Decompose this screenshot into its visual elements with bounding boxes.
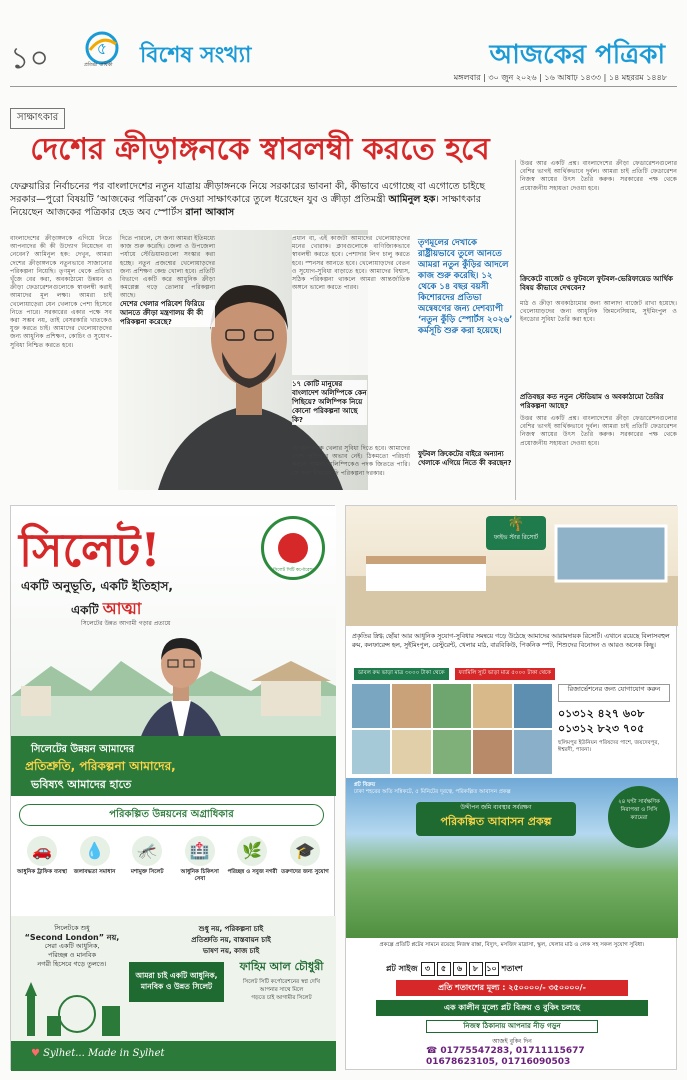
- phone-1: ০১৩১২ ৪২৭ ৬০৮: [558, 707, 645, 720]
- plot-description: প্লট বিক্রয় ঢাকা শহরের অতি সন্নিকটে, ৫ মিনিটের দূরত্বে, পরিকল্পিত আবাসন প্রকল্প: [354, 782, 511, 795]
- question-5: প্রতিবছর কত নতুন স্টেডিয়াম ও অবকাঠামো তৈরির পরিকল্পনা আছে?: [520, 393, 664, 410]
- section-tag: সাক্ষাৎকার: [10, 108, 65, 129]
- dateline: মঙ্গলবার | ৩০ জুন ২০২৬ | ১৬ আষাঢ় ১৪৩৩ | ১৪ মহররম ১৪৪৮: [453, 73, 667, 82]
- article-column-5: উত্তর আর একটি প্রশ্ন। বাংলাদেশের ক্রীড়া ফেডারেশনগুলোর বেশির ভাগই আর্থিকভাবে দুর্বল। আমরা চাই প্রতিটি ফেডারেশন নিজস্ব আয়ের উৎস তৈরি করুক। সরকারের পক্ষ থেকে প্রয়োজনীয় সহায়তা দেওয়া হবে।: [520, 160, 677, 192]
- phone-icon: ☎: [426, 1046, 438, 1056]
- plot-size-box: ১০: [485, 962, 499, 976]
- priority-item: [280, 836, 330, 911]
- resort-address: ছলিমপুর ইউনিয়ন পরিষদের পাশে, জয়দেবপুর, ঈশ্বরদী, পাবনা।: [558, 740, 660, 753]
- phone-line-1: ☎ 01775547283, 01711115677: [426, 1046, 585, 1056]
- slogan-top: শুধু নয়, পরিকল্পনা চাই প্রতিশ্রুতি নয়, বাস্তবায়ন চাই ভাষণ নয়, কাজ চাই: [191, 925, 271, 955]
- plot-size-box: ৬: [453, 962, 467, 976]
- ad-subtitle-accent: আত্মা: [102, 599, 142, 618]
- promise-line-1: সিলেটের উন্নয়ন আমাদের: [31, 744, 135, 755]
- question-3: ফুটবল ক্রিকেটের বাইরে অন্যান্য খেলাকে এগিয়ে নিতে কী করছেন?: [418, 450, 512, 467]
- intro-mid: । সাক্ষাৎকার নিয়েছেন আজকের পত্রিকার হেড অব স্পোর্টস: [10, 194, 481, 218]
- company-call: আজই বুকিং দিন: [492, 1038, 532, 1045]
- phone-2: ০১৩১২ ৮২৩ ৭০৫: [558, 722, 645, 735]
- heart-icon: ♥: [31, 1048, 40, 1059]
- article-column-4: যে আপনাকে খেলার সুবিধা দিতে হবে। আমাদের দেশে প্রতিভার অভাব নেই। ঠিকমতো পরিচর্যা করলে আমরা অলিম্পিকেও পদক জিততে পারি। সে জন্য দীর্ঘমেয়াদি পরিকল্পনা দরকার।: [292, 445, 410, 477]
- priority-item: [227, 836, 277, 911]
- candidate-name: ফাহিম আল চৌধুরী: [239, 960, 324, 973]
- plot-size-list: [421, 962, 499, 976]
- priority-item: [70, 836, 120, 911]
- interviewer-name: রানা আব্বাস: [185, 207, 235, 218]
- plot-size-box: ৮: [469, 962, 483, 976]
- priority-label: মশামুক্ত সিলেট: [130, 869, 164, 875]
- plot-size-box: ৩: [421, 962, 435, 976]
- priority-item: [122, 836, 172, 911]
- graduation-cap-icon: 🎓: [290, 836, 320, 866]
- priority-label: পরিচ্ছন্ন ও সবুজ নগরী: [227, 869, 278, 875]
- question-1: দেশের খেলার পরিবেশ ফিরিয়ে আনতে ক্রীড়া মন্ত্রণালয় কী কী পরিকল্পনা করেছে?: [120, 300, 215, 327]
- intro-text: ফেব্রুয়ারির নির্বাচনের পর বাংলাদেশের নতুন যাত্রায় ক্রীড়াঙ্গনকে নিয়ে সরকারের ভাবনা কী, কীভাবে এগোচ্ছে বা এগোতে চাইছে সরকার—পুরো বিষয়টি ‘আজকের পত্রিকা’কে দেওয়া সাক্ষাৎকারে তুলে ধরেছেন যুব ও ক্রীড়া প্রতিমন্ত্রী: [10, 181, 485, 205]
- article-headline: দেশের ক্রীড়াঙ্গনকে স্বাবলম্বী করতে হবে: [30, 132, 490, 167]
- booking-label: রিজার্ভেশনের জন্য যোগাযোগ করুন: [558, 684, 670, 702]
- london-skyline-icon: [17, 976, 127, 1036]
- price-tag-2: ফ্যামিলি স্যুট ভাড়া মাত্র ৫০০০ টাকা থেকে: [455, 668, 555, 680]
- question-4: ক্রিকেটে বাজেট ও ফুটবলে ফুটবল-ভেরিফায়েড আর্থিক বিষয় কীভাবে দেখবেন?: [520, 275, 673, 292]
- article-column-6: মাঠ ও ক্রীড়া অবকাঠামোর জন্য আলাদা বাজেট রাখা হয়েছে। খেলোয়াড়দের জন্য আধুনিক জিমনেসিয়াম, সুইমিংপুল ও ইনডোর সুবিধা তৈরি করা হবে।: [520, 300, 677, 324]
- slogan-main: আমরা চাই একটি আধুনিক, মানবিক ও উন্নত সিলেট: [129, 962, 224, 1002]
- plot-price: প্রতি শতাংশের মূল্য : ২৫০০০০/- ৩৫০০০০/-: [396, 980, 628, 996]
- logo-number: ৫: [96, 39, 108, 58]
- car-icon: 🚗: [27, 836, 57, 866]
- sylhet-campaign-ad[interactable]: [10, 505, 335, 1070]
- article-column-1: বাংলাদেশের ক্রীড়াঙ্গনকে এগিয়ে নিতে আপনাদের কী কী উদ্যোগ নিয়েছেন বা নেবেন? আমিনুল হক: দেখুন, আমরা দেশের ক্রীড়াঙ্গনকে নতুনভাবে সাজানোর পরিকল্পনা নিয়েছি। তৃণমূল থেকে প্রতিভা খুঁজে বের করা, অবকাঠামো উন্নয়ন ও ক্রীড়া ফেডারেশনগুলোকে স্বাবলম্বী করাই আমাদের মূল লক্ষ্য। আমরা চাই খেলোয়াড়েরা যেন খেলাকে পেশা হিসেবে নিতে পারে। সরকারের একার পক্ষে সব করা সম্ভব নয়, তাই বেসরকারি খাতকেও যুক্ত করতে চাই। আমাদের খেলোয়াড়দের জন্য আধুনিক প্রশিক্ষণ, কোচিং ও সুযোগ-সুবিধা নিশ্চিত করতে হবে।: [10, 235, 112, 349]
- plot-sizes: প্লট সাইজ ৩ ৫ ৬ ৮ ১০ শতাংশ: [386, 962, 523, 976]
- second-london-text: সিলেটকে শুধু “Second London” নয়, সেরা একটি আধুনিক, পরিচ্ছন্ন ও মানবিক নগরী হিসেবে গড়ে তুলতে।: [24, 924, 120, 968]
- ad-footer: ♥ Sylhet... Made in Sylhet: [31, 1048, 165, 1059]
- candidate-description: সিলেট সিটি কর্পোরেশনের স্বপ্ন দেখি আপনার সাথে মিলে গড়তে চাই আগামীর সিলেট: [243, 979, 320, 1001]
- ad-subtitle-2: একটি আত্মা: [71, 599, 142, 618]
- priority-label: আধুনিক চিকিৎসা সেবা: [180, 869, 219, 882]
- page-number: ১০: [10, 41, 49, 76]
- anniversary-logo: [82, 30, 132, 70]
- city-corporation-emblem: [261, 516, 325, 580]
- emblem-text: সিলেট সিটি কর্পোরেশন: [273, 568, 315, 573]
- installment-banner: এক কালীন মূল্যে প্লট বিক্রয় ও বুকিং চলছে: [376, 1000, 648, 1016]
- ad-title: সিলেট!: [19, 523, 161, 577]
- article-column-2: দিতে পারলে, সে জন্য আমরা ইতিমধ্যে কাজ শুরু করেছি। জেলা ও উপজেলা পর্যায়ে স্টেডিয়ামগুলো সংস্কার করা হচ্ছে। নতুন প্রজন্মের খেলোয়াড়দের জন্য প্রশিক্ষণ কেন্দ্র খোলা হবে। প্রতিটি বিভাগে একটি করে আধুনিক ক্রীড়া কমপ্লেক্স গড়ে তোলার পরিকল্পনা আছে।: [120, 235, 215, 300]
- hospital-icon: 🏥: [185, 836, 215, 866]
- resort-and-housing-ad[interactable]: [345, 505, 677, 1070]
- booking-phones[interactable]: [558, 706, 670, 736]
- header-divider: [10, 86, 677, 87]
- leaf-icon: 🌿: [237, 836, 267, 866]
- contact-phones[interactable]: [426, 1046, 616, 1068]
- promise-line-3: ভবিষ্যৎ আমাদের হাতে: [31, 778, 132, 791]
- article-column-3: প্রধান বা, এই কাজটা আমাদের খেলোয়াড়দের মনের খোরাক। ক্লাবগুলোকে বাণিজ্যিকভাবে স্বাবলম্বী করতে হবে। পেশাদার লিগ চালু করতে হবে। স্পনসর আনতে হবে। খেলোয়াড়দের বেতন ও সুযোগ-সুবিধা বাড়াতে হবে। আমাদের বিশ্বাস, সঠিক পরিকল্পনা থাকলে আমরা আন্তর্জাতিক অঙ্গনে ভালো করতে পারব।: [292, 235, 410, 375]
- priority-item: [175, 836, 225, 911]
- security-badge: ২৪ ঘণ্টা সার্বক্ষণিক নিরাপত্তা ও সিসি ক্যামেরা: [608, 786, 670, 848]
- priority-title: পরিকল্পিত উন্নয়নের অগ্রাধিকার: [19, 804, 324, 826]
- article-column-7: উত্তর আর একটি প্রশ্ন। বাংলাদেশের ক্রীড়া ফেডারেশনগুলোর বেশির ভাগই আর্থিকভাবে দুর্বল। আমরা চাই প্রতিটি ফেডারেশন নিজস্ব আয়ের উৎস তৈরি করুক। সরকারের পক্ষ থেকে প্রয়োজনীয় সহায়তা দেওয়া হবে।: [520, 415, 677, 447]
- highlight-box: তৃণমূলের দেখাকে রাষ্ট্রীয়ভাবে তুলে আনতে আমরা নতুন কুঁড়ির আদলে কাজ শুরু করেছি। ১২ থেকে ১৪ বছর বয়সী কিশোরদের প্রতিভা অন্বেষণের জন্য দেশব্যাপী ‘নতুন কুঁড়ি স্পোর্টস ২০২৬’ কর্মসূচি শুরু করা হয়েছে।: [418, 238, 513, 336]
- ad-tagline: সিলেটের উন্নত আগামী গড়ার প্রত্যয়ে: [81, 620, 171, 627]
- resort-gallery: [352, 684, 552, 774]
- article-intro: [10, 180, 510, 219]
- priority-list: [17, 836, 330, 911]
- priority-label: আধুনিক ট্রাফিক ব্যবস্থা: [17, 869, 67, 875]
- promise-line-2: প্রতিশ্রুতি, পরিকল্পনা আমাদের,: [25, 759, 176, 773]
- priority-label: তরুণদের জন্য সুযোগ: [281, 869, 329, 875]
- special-issue-label: বিশেষ সংখ্যা: [140, 43, 252, 68]
- mosquito-icon: 🦟: [132, 836, 162, 866]
- logo-caption: প্রতিষ্ঠা বার্ষিকী: [84, 62, 113, 68]
- resort-prices: [354, 668, 555, 680]
- plot-title: উদ্দীপন জমি ব্যবস্থার সর্বরক্ষণ পরিকল্পিত আবাসন প্রকল্প: [416, 802, 576, 836]
- ad-subtitle-1: একটি অনুভূতি, একটি ইতিহাস,: [21, 579, 173, 593]
- phone-line-2: 01678623105, 01716090503: [426, 1057, 571, 1067]
- resort-description: প্রকৃতির স্নিগ্ধ ছোঁয়া আর আধুনিক সুযোগ-সুবিধার সমন্বয়ে গড়ে উঠেছে আমাদের আরামদায়ক রিসোর্ট। এখানে রয়েছে বিলাসবহুল রুম, কনফারেন্স হল, সুইমিংপুল, রেস্টুরেন্ট, খেলার মাঠ, বারবিকিউ, পিকনিক স্পট, শিশুদের বিনোদন ও আরও অনেক কিছু।: [352, 633, 670, 649]
- interviewee-name: আমিনুল হক: [388, 194, 436, 205]
- water-drop-icon: 💧: [80, 836, 110, 866]
- own-address: নিজস্ব ঠিকানায় আপনার নীড় গড়ুন: [426, 1020, 598, 1033]
- column-divider: [515, 160, 516, 500]
- palm-tree-icon: 🌴: [507, 516, 525, 532]
- priority-item: [17, 836, 67, 911]
- question-2: ১৭ কোটি মানুষের বাংলাদেশ অলিম্পিকে কেন পিছিয়ে? অলিম্পিক নিয়ে কোনো পরিকল্পনা আছে কি?: [292, 380, 367, 424]
- plot-info: প্রকল্পে প্রতিটি প্লটের সামনে রয়েছে নিজস্ব রাস্তা, বিদ্যুৎ, মসজিদ মাদ্রাসা, স্কুল, খেলার মাঠ ও লেক সহ সকল সুযোগ সুবিধা।: [379, 942, 645, 948]
- newspaper-masthead[interactable]: আজকের পত্রিকা: [489, 40, 665, 70]
- priority-label: জলাবদ্ধতা সমাধান: [73, 869, 116, 875]
- plot-size-box: ৫: [437, 962, 451, 976]
- resort-logo: 🌴 ফাইভ স্টার রিসোর্ট: [486, 516, 546, 550]
- price-tag-1: ডাবল রুম ভাড়া মাত্র ৩০০০ টাকা থেকে: [354, 668, 449, 680]
